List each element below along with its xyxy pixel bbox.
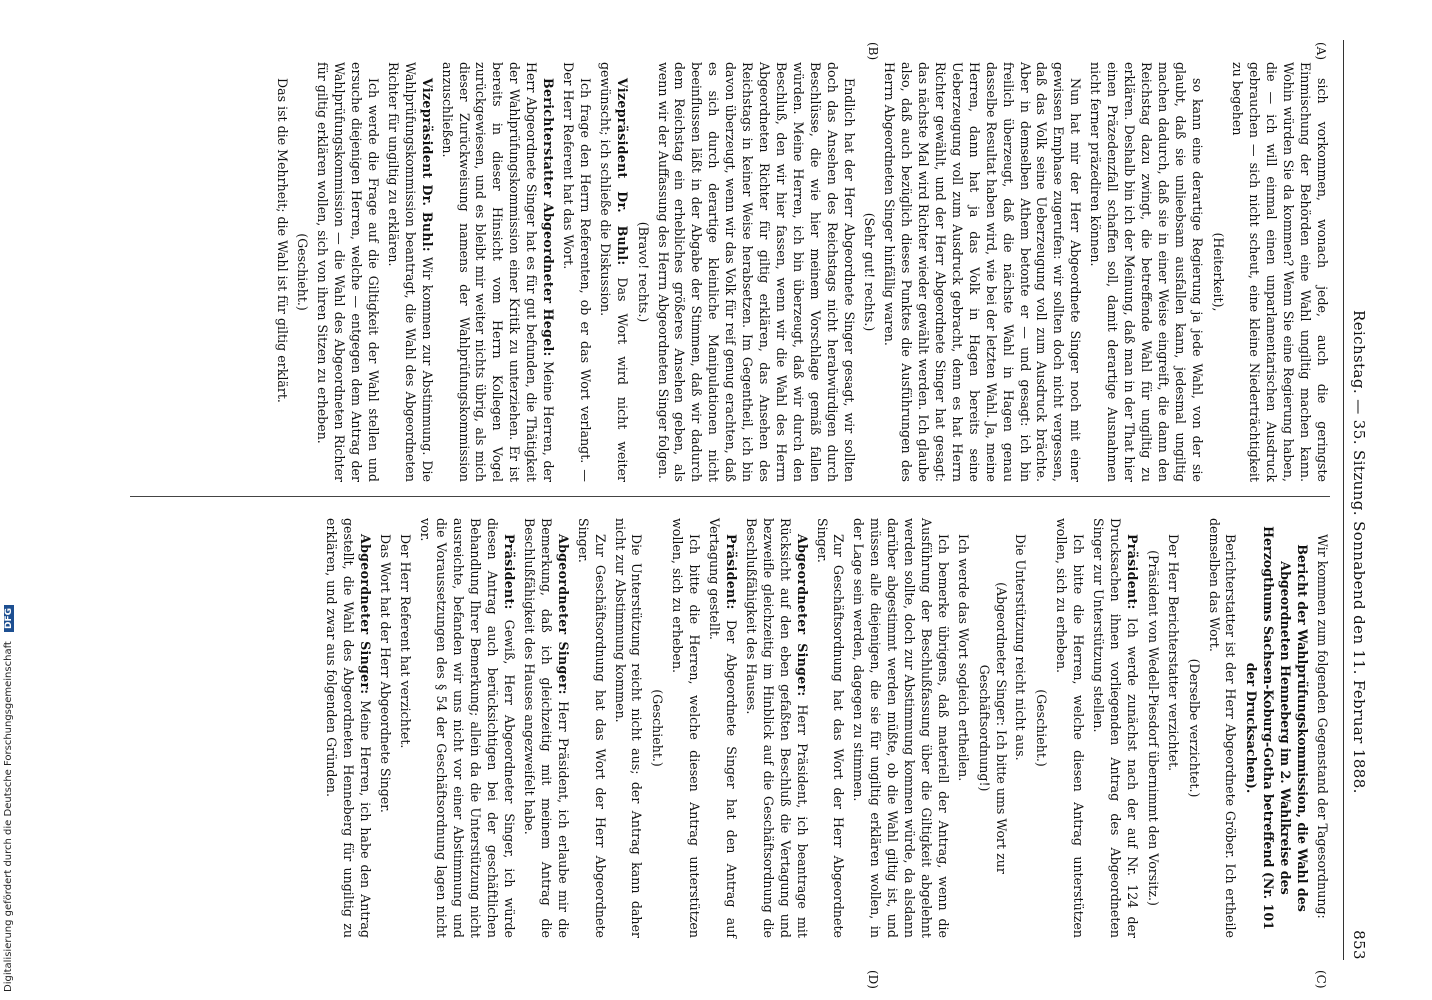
digitization-note <box>0 0 20 1000</box>
paragraph-text: Ich werde zunächst nach der auf Nr. 124 der Drucksachen ihnen vorliegenden Antrag des Abgeordneten Singer zur Unterstützung stellen. <box>1091 518 1140 938</box>
paragraph-text: Die Unterstützung reicht nicht aus. <box>1013 534 1029 761</box>
paragraph-text: (Geschieht.) <box>650 689 666 767</box>
dfg-logo: DFG <box>4 605 14 632</box>
paragraph <box>1313 518 1330 938</box>
speaker-name: Vizepräsident Dr. Buhl: <box>614 78 630 266</box>
paragraph <box>849 518 950 938</box>
paragraph-text: Nun hat mir der Herr Abgeordnete Singer noch mit einer gewissen Emphase zugerufen: wir sollten doch nicht vergessen, daß das Volk seine Ueberzeugung voll zum Ausdruck brächte. Aber in demselben Athem betonte er — und gesagt: ich bin freilich überzeugt, daß die nächste Wahl in Hagen genau dasselbe Resultat haben wird, wie bei der letzten Wahl. Ja, meine Herren, dann hat ja das Volk in Hagen bereits seine Ueberzeugung voll zum Ausdruck gebracht, denn es hat Herrn Richter gewählt, und der Herr Abgeordnete Singer hat gesagt: das nächste Mal wird Richter wieder gewählt werden. Ich glaube also, daß auch bezüglich dieses Punktes die Ausführungen des Herrn Abgeordneten Singer hinfällig waren. <box>882 62 1084 482</box>
paragraph-text: Ich bemerke übrigens, daß materiell der Antrag, wenn die Ausführung der Beschlußfassung über die Giltigkeit abgelehnt werden sollte, doch zur Abstimmung kommen würde, da alsdann darüber abgestimmt werden müßte, ob die Wahl giltig ist, und müssen alle diejenigen, die sie für ungiltig erklären wollen, in der Lage sein werden, dagegen zu stimmen. <box>851 518 951 938</box>
stage-direction <box>634 62 651 482</box>
margin-marker-a: (A) <box>1314 42 1328 61</box>
stage-direction <box>648 518 665 938</box>
paragraph-text: (Heiterkeit), <box>1210 232 1226 312</box>
speaker-name: Präsident: <box>502 534 518 610</box>
margin-marker-c: (C) <box>1314 970 1328 989</box>
paragraph-text: Ich frage den Herrn Referenten, ob er das Wort verlangt. — Der Herr Referent hat das Wort. <box>561 62 593 482</box>
speaker-name: Abgeordneter Singer: <box>555 534 571 695</box>
paragraph-text: Ich werde die Frage auf die Giltigkeit der Wahl stellen und ersuche diejenigen Herren, welche — entgegen dem Antrag der Wahlprüfungskommission — die Wahl des Abgeordneten Richter für giltig erklären wollen, sich von ihren Sitzen zu erheben. <box>315 62 382 482</box>
paragraph-text: Das Wort wird nicht weiter gewünscht; ich schließe die Diskussion. <box>597 62 630 482</box>
paragraph <box>416 518 517 938</box>
paragraph <box>954 518 971 938</box>
paragraph-text: Wir kommen zur Abstimmung. Die Wahlprüfungskommission beantragt, die Wahl des Abgeordneten Richter für ungiltig zu erklären. <box>385 62 435 483</box>
speaker-name: Abgeordneter Singer: <box>357 534 373 695</box>
paragraph-text: Das ist die Mehrheit; die Wahl ist für giltig erklärt. <box>274 78 290 403</box>
stage-direction <box>861 62 878 482</box>
paragraph-text: Der Herr Berichterstatter verzichtet. <box>1165 534 1181 772</box>
paragraph-text: (Geschieht.) <box>295 233 311 311</box>
speaker-name: Abgeordneter Singer: <box>794 534 810 697</box>
paragraph-text: Berichterstatter ist der Herr Abgeordnete Gröber. Ich ertheile demselben das Wort. <box>1206 518 1239 938</box>
paragraph-text: (Geschieht.) <box>1034 689 1050 767</box>
paragraph <box>1164 518 1181 938</box>
paragraph-text: Wir kommen zum folgenden Gegenstand der Tagesordnung: <box>1315 534 1330 919</box>
paragraph <box>322 518 373 938</box>
paragraph-text: Die Unterstützung reicht nicht aus; der Antrag kann daher nicht zur Abstimmung kommen. <box>612 518 645 938</box>
paragraph-text: sich vorkommen, wonach jede, auch die geringste Einmischung der Behörden eine Wahl ungiltig machen kann. Wohin würden Sie da kommen? Wenn Sie eine Regierung haben, die — ich will einmal einen unparlamentarischen Ausdruck gebrauchen — sich nicht scheut, eine kleine Niederträchtigkeit zu begehen <box>1230 62 1330 482</box>
paragraph <box>668 518 702 938</box>
paragraph-text: Zur Geschäftsordnung hat das Wort der Herr Abgeordnete Singer. <box>575 518 608 938</box>
paragraph <box>1052 518 1086 938</box>
paragraph <box>520 518 571 938</box>
stage-direction <box>1209 62 1226 482</box>
stage-direction <box>1033 518 1050 938</box>
paragraph <box>273 62 290 482</box>
header-rule <box>1343 40 1344 960</box>
paragraph <box>1086 62 1204 482</box>
page-header <box>1342 40 1368 960</box>
paragraph <box>1205 518 1239 938</box>
paragraph <box>1089 518 1140 938</box>
paragraph-text: Ich bitte die Herren, welche diesen Antrag unterstützen wollen, sich zu erheben. <box>670 518 703 938</box>
paragraph-text: Herr Präsident, ich beantrage mit Rücksicht auf den eben gefaßten Beschluß die Vertagung und bezweifle gleichzeitig im Hinblick auf die Geschäftsordnung die Beschlußfähigkeit des Hauses. <box>743 518 810 938</box>
stage-direction <box>975 518 1009 938</box>
paragraph-text: (Abgeordneter Singer: Ich bitte ums Wort zur Geschäftsordnung!) <box>976 582 1009 874</box>
paragraph <box>611 518 645 938</box>
paragraph <box>574 518 608 938</box>
speaker-name: Präsident: <box>724 534 739 610</box>
paragraph <box>313 62 381 482</box>
speaker-name: Berichterstatter Abgeordneter Hegel: <box>541 78 557 357</box>
digitization-text: Digitalisierung gefördert durch die Deutsche Forschungsgemeinschaft <box>3 641 14 992</box>
paragraph <box>813 518 847 938</box>
stage-direction <box>1185 518 1202 938</box>
stage-direction <box>294 62 311 482</box>
paragraph <box>596 62 630 482</box>
paragraph-text: Der Abgeordnete Singer hat den Antrag auf Vertagung gestellt. <box>707 518 739 938</box>
paragraph-text: Der Herr Referent hat verzichtet. <box>397 534 413 749</box>
paragraph-text: Bericht der Wahlprüfungskommission, die Wahl des Abgeordneten Henneberg im 2. Wahlkreise des Herzogthums Sachsen-Koburg-Gotha betreffend (Nr. 101 der Drucksachen). <box>1244 526 1311 930</box>
paragraph <box>1229 62 1330 482</box>
paragraph <box>376 518 393 938</box>
page-number: 853 <box>1350 930 1368 960</box>
paragraph-text: Ich bitte die Herren, welche diesen Antrag unterstützen wollen, sich zu erheben. <box>1054 518 1087 938</box>
paragraph <box>438 62 556 482</box>
paragraph-text: (Derselbe verzichtet.) <box>1186 658 1202 798</box>
paragraph <box>1012 518 1029 938</box>
paragraph <box>396 518 413 938</box>
paragraph <box>880 62 1083 482</box>
paragraph-text: so kann eine derartige Regierung ja jede Wahl, von der sie glaubt, daß sie unlieebsam ausfallen kann, jedesmal ungiltig machen dadurch, daß sie in einer Weise eingreift, die dann den Reichstag dazu zwingt, die betreffende Wahl für ungiltig zu erklären. Deshalb bin ich der Meinung, daß man in der That hier einen Präzedenzfall schaffen soll, damit derartige Ausnahmen nicht ferner präzediren können. <box>1088 62 1205 482</box>
paragraph <box>654 62 857 482</box>
running-title: Reichstag. — 35. Sitzung. Sonnabend den 11. Februar 1888. <box>1350 310 1368 794</box>
paragraph-text: (Sehr gut! rechts.) <box>862 212 878 332</box>
paragraph-text: Herr Präsident, ich erlaube mir die Bemerkung, daß ich gleichzeitig mit meinem Antrag die Beschlußfähigkeit des Hauses angezweifelt habe. <box>522 518 571 938</box>
paragraph-text: Gewiß, Herr Abgeordneter Singer, ich würde diesen Antrag auch berücksichtigen bei der geschäftlichen Behandlung Ihrer Bemerkung; allein da die Unterstützung nicht ausreichte, befanden wir uns nicht vor einer Abstimmung und die Voraussetzungen des § 54 der Geschäftsordnung lagen nicht vor. <box>417 518 518 938</box>
paragraph-text: Zur Geschäftsordnung hat das Wort der Herr Abgeordnete Singer. <box>814 518 847 938</box>
paragraph-text: Ich werde das Wort sogleich ertheilen. <box>955 534 971 782</box>
agenda-item <box>1242 518 1310 938</box>
paragraph <box>559 62 593 482</box>
stage-direction <box>1144 518 1161 938</box>
paragraph-text: (Bravo! rechts.) <box>635 221 651 323</box>
column-divider <box>130 496 1330 497</box>
left-column <box>270 62 1330 482</box>
speaker-name: Vizepräsident Dr. Buhl: <box>419 78 435 252</box>
paragraph-text: Endlich hat der Herr Abgeordnete Singer gesagt, wir sollten doch das Ansehen des Reichstags nicht herabwürdigen durch Beschlüsse, die wie hier meinem Vorschlage gemäß fallen würden. Meine Herren, ich bin überzeugt, daß wir durch den Beschluß, den wir hier fassen, wenn wir die Wahl des Herrn Abgeordneten Richter für giltig erklären, das Ansehen des Reichstags in keiner Weise herabsetzen. Im Gegentheil, ich bin davon überzeugt, wenn wir das Volk für reif genug erachten, daß es sich durch derartige kleinliche Manipulationen nicht beeinflussen läßt in der Abgabe der Stimmen, daß wir dadurch dem Reichstag ein erhebliches größeres Ansehen geben, als wenn wir der Auffassung des Herrn Abgeordneten Singer folgen. <box>655 62 857 482</box>
paragraph-text: (Präsident von Wedell-Piesdorf übernimmt den Vorsitz.) <box>1145 550 1161 906</box>
margin-marker-b: (B) <box>866 42 880 61</box>
paragraph-text: Das Wort hat der Herr Abgeordnete Singer. <box>377 534 393 813</box>
paragraph <box>384 62 435 482</box>
paragraph-text: Meine Herren, der Herr Abgeordnete Singer hat es für gut befunden, die Thätigkeit der Wahlprüfungskommission einer Kritik zu unterziehen. Er ist bereits in dieser Hinsicht vom Herrn Kollegen Vogel zurückgewiesen, und es bleibt mir weiter nichts übrig, als mich dieser Zurückweisung namens der Wahlprüfungskommission anzuschließen. <box>439 62 557 482</box>
margin-marker-d: (D) <box>866 970 880 989</box>
paragraph-text: Meine Herren, ich habe den Antrag gestellt, die Wahl des Abgeordneten Henneberg für ungiltig zu erklären, und zwar aus folgenden Gründen. <box>324 518 373 938</box>
right-column <box>319 518 1330 938</box>
speaker-name: Präsident: <box>1124 534 1140 610</box>
paragraph <box>705 518 739 938</box>
paragraph <box>742 518 810 938</box>
